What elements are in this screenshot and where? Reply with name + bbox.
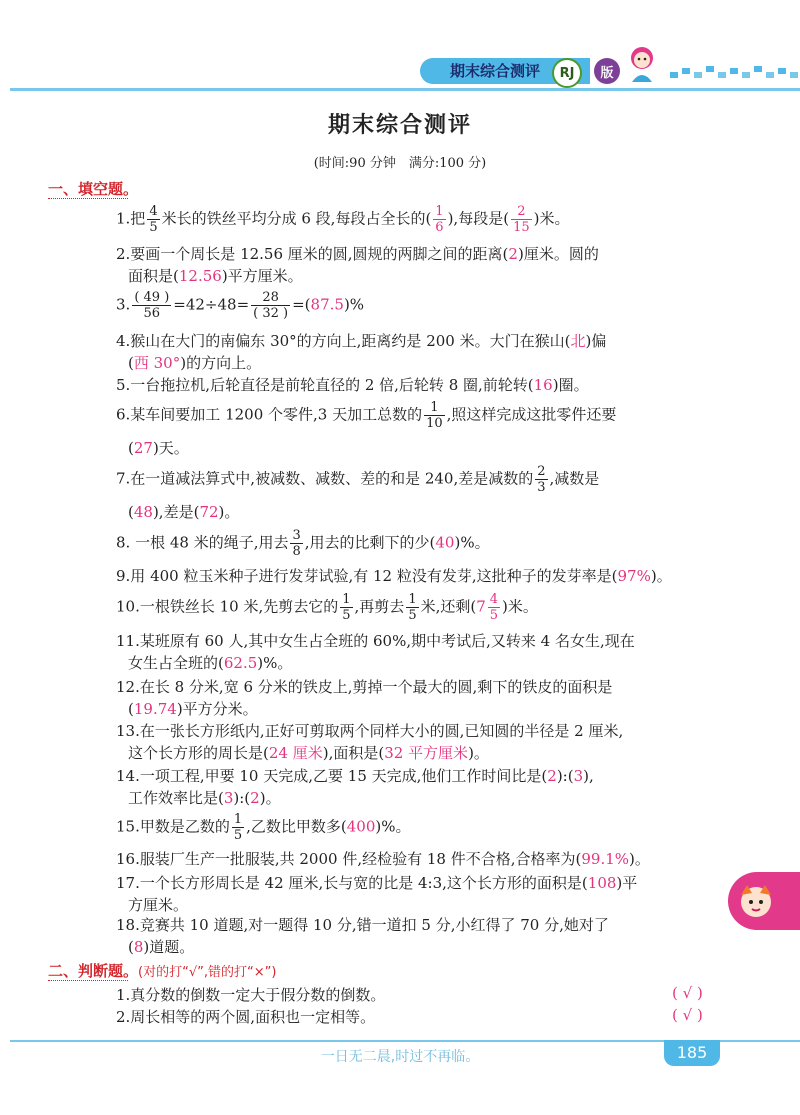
answer: 19.74	[133, 700, 177, 718]
answer: 7	[476, 597, 486, 616]
question-4: 4.猴山在大门的南偏东 30°的方向上,距离约是 200 米。大门在猴山(北)偏 (西 30°)的方向上。	[116, 332, 607, 372]
question-13: 13.在一张长方形纸内,正好可剪取两个同样大小的圆,已知圆的半径是 2 厘米, 这个长方形的周长是(24 厘米),面积是(32 平方厘米)。	[116, 722, 624, 762]
answer: 32 平方厘米	[384, 744, 469, 762]
tf-question-2: 2.周长相等的两个圆,面积也一定相等。	[116, 1008, 376, 1026]
tf-question-1: 1.真分数的倒数一定大于假分数的倒数。	[116, 986, 386, 1004]
question-6: 6.某车间要加工 1200 个零件,3 天加工总数的 $\frac{1}{10}$ ,照这样完成这批零件还要 (27)天。	[116, 400, 617, 457]
section-true-false-heading: 二、判断题。(对的打“√”,错的打“×”)	[48, 962, 277, 980]
exam-info: (时间:90 分钟 满分:100 分)	[313, 156, 487, 171]
answer: 27	[133, 439, 153, 457]
answer: 97%	[617, 567, 651, 585]
answer: 48	[133, 503, 153, 521]
question-2: 2.要画一个周长是 12.56 厘米的圆,圆规的两脚之间的距离(2)厘米。圆的 面积是(12.56)平方厘米。	[116, 245, 599, 285]
answer: 3	[223, 789, 234, 807]
answer: 8	[133, 938, 144, 956]
answer: 3	[573, 767, 584, 785]
answer: 108	[587, 874, 617, 892]
mascot-icon	[620, 42, 664, 86]
answer: 24 厘米	[268, 744, 323, 762]
section-underline	[48, 980, 128, 981]
pixel-decoration	[670, 62, 800, 80]
answer: 北	[570, 332, 586, 350]
section-underline	[48, 198, 128, 199]
question-8: 8. 一根 48 米的绳子,用去 $\frac{3}{8}$ ,用去的比剩下的少(40)%。	[116, 528, 490, 559]
question-18: 18.竞赛共 10 道题,对一题得 10 分,错一道扣 5 分,小红得了 70 分,她对了 (8)道题。	[116, 916, 609, 956]
question-10: 10.一根铁丝长 10 米,先剪去它的 $\frac{1}{5}$ ,再剪去 $\frac{1}{5}$ 米,还剩(7 $\frac{4}{5}$ )米。	[116, 592, 538, 623]
answer: 西 30°	[133, 354, 181, 372]
answer: 2	[547, 767, 557, 785]
header-divider	[10, 88, 800, 91]
tf-answer-1: ( √ )	[672, 984, 703, 1002]
side-tab	[728, 872, 800, 930]
tf-answer-2: ( √ )	[672, 1006, 703, 1024]
answer: 400	[346, 817, 376, 836]
header-title: 期末综合测评	[450, 62, 541, 80]
question-9: 9.用 400 粒玉米种子进行发芽试验,有 12 粒没有发芽,这批种子的发芽率是(97%)。	[116, 567, 672, 585]
question-1: 1.把 $\frac{4}{5}$ 米长的铁丝平均分成 6 段,每段占全长的( $\frac{1}{6}$ ),每段是( $\frac{2}{15}$ )米。	[116, 204, 570, 235]
question-16: 16.服装厂生产一批服装,共 2000 件,经检验有 18 件不合格,合格率为(99.1%)。	[116, 850, 650, 868]
answer: 87.5	[310, 295, 344, 314]
rj-badge: RJ	[552, 58, 582, 88]
question-14: 14.一项工程,甲要 10 天完成,乙要 15 天完成,他们工作时间比是(2):(3), 工作效率比是(3):(2)。	[116, 767, 594, 807]
answer: 72	[199, 503, 219, 521]
question-15: 15.甲数是乙数的 $\frac{1}{5}$ ,乙数比甲数多(400)%。	[116, 812, 411, 843]
question-3: 3. $\frac{( 49 )}{56}$ =42÷48= $\frac{28}{( 32 )}$ =(87.5)%	[116, 290, 365, 321]
question-5: 5.一台拖拉机,后轮直径是前轮直径的 2 倍,后轮转 8 圈,前轮转(16)圈。	[116, 376, 589, 394]
answer: 2	[250, 789, 260, 807]
footer-motto: 一日无二晨,时过不再临。	[320, 1049, 480, 1065]
answer: $\frac{4}{5}$	[489, 592, 499, 623]
mascot-face-icon	[736, 881, 776, 921]
answer: 99.1%	[581, 850, 630, 868]
answer: 16	[533, 376, 553, 394]
answer: 62.5	[223, 654, 258, 672]
question-12: 12.在长 8 分米,宽 6 分米的铁皮上,剪掉一个最大的圆,剩下的铁皮的面积是 (19.74)平方分米。	[116, 678, 613, 718]
answer: 40	[435, 533, 455, 552]
section-fill-blank-heading: 一、填空题。	[48, 180, 139, 198]
answer: 12.56	[178, 267, 222, 285]
answer: $\frac{1}{6}$	[435, 204, 444, 235]
answer: $\frac{2}{15}$	[513, 204, 530, 235]
answer: 2	[508, 245, 518, 263]
question-7: 7.在一道减法算式中,被减数、减数、差的和是 240,差是减数的 $\frac{2}{3}$ ,减数是 (48),差是(72)。	[116, 464, 600, 521]
question-17: 17.一个长方形周长是 42 厘米,长与宽的比是 4:3,这个长方形的面积是(108)平 方厘米。	[116, 874, 638, 914]
page-title: 期末综合测评	[327, 112, 472, 138]
top-margin	[0, 0, 800, 40]
page-number: 185	[664, 1040, 720, 1066]
edition-badge: 版	[594, 58, 620, 84]
question-11: 11.某班原有 60 人,其中女生占全班的 60%,期中考试后,又转来 4 名女生,现在 女生占全班的(62.5)%。	[116, 632, 635, 672]
